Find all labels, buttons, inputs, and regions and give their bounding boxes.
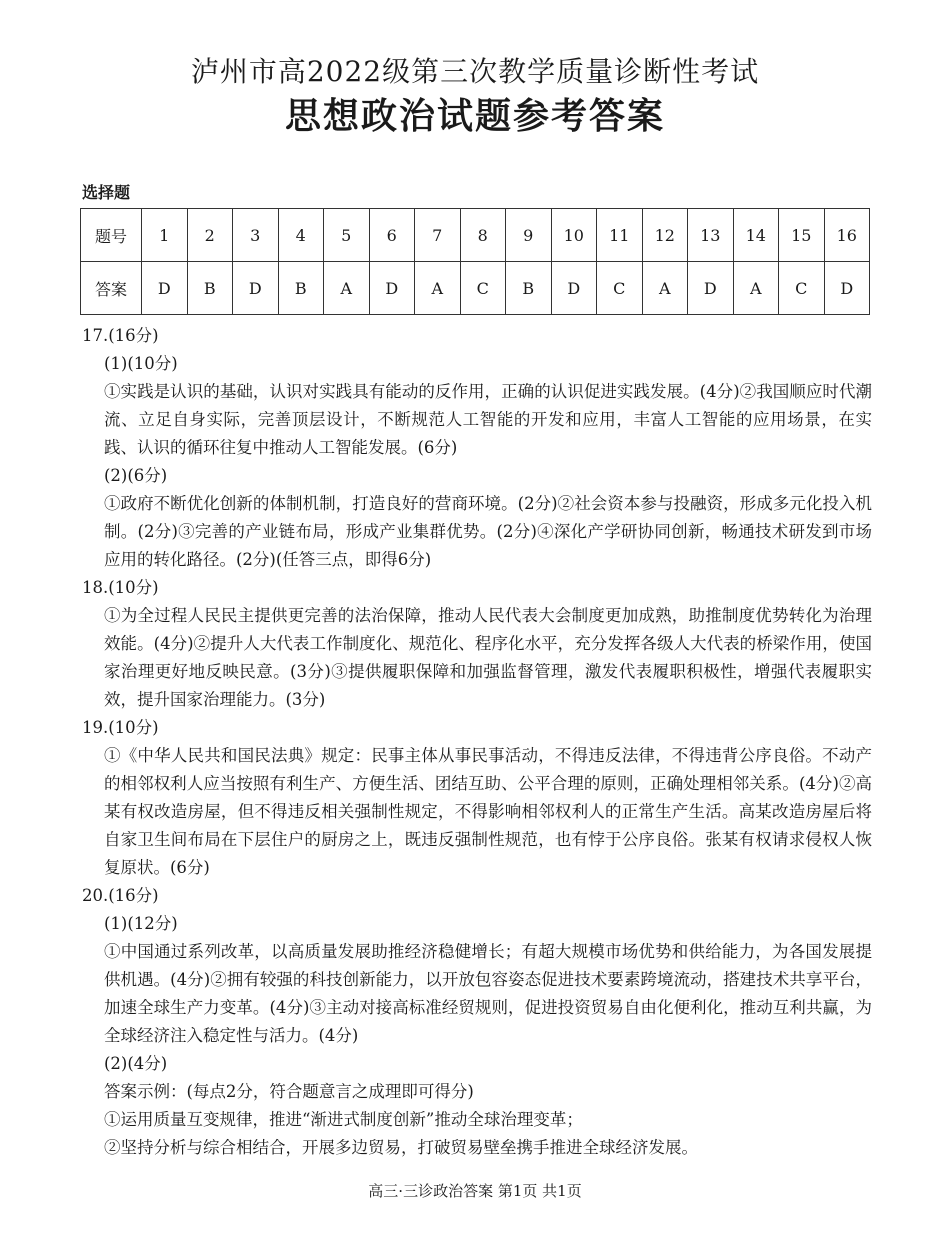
question-number-cell: 3 <box>233 209 279 262</box>
q20-part1-answer: ①中国通过系列改革，以高质量发展助推经济稳健增长；有超大规模市场优势和供给能力，为各国发展提供机遇。(4分)②拥有较强的科技创新能力，以开放包容姿态促进技术要素跨境流动，搭建技术共享平台，加速全球生产力变革。(4分)③主动对接高标准经贸规则，促进投资贸易自由化便利化，推动互利共赢，为全球经济注入稳定性与活力。(4分) <box>104 942 872 1045</box>
question-number-cell: 11 <box>597 209 643 262</box>
answer-cell: A <box>415 262 461 315</box>
question-number-cell: 8 <box>460 209 506 262</box>
page-footer: 高三·三诊政治答案 第1页 共1页 <box>368 1182 582 1200</box>
answer-cell: B <box>506 262 552 315</box>
q18-answer: ①为全过程人民民主提供更完善的法治保障，推动人民代表大会制度更加成熟，助推制度优势转化为治理效能。(4分)②提升人大代表工作制度化、规范化、程序化水平，充分发挥各级人大代表的桥梁作用，使国家治理更好地反映民意。(3分)③提供履职保障和加强监督管理，激发代表履职积极性，增强代表履职实效，提升国家治理能力。(3分) <box>104 606 872 709</box>
q20-heading: 20.(16分) <box>82 886 159 905</box>
answer-cell: D <box>551 262 597 315</box>
answer-cell: C <box>460 262 506 315</box>
question-number-cell: 2 <box>187 209 233 262</box>
question-number-cell: 9 <box>506 209 552 262</box>
question-number-cell: 14 <box>733 209 779 262</box>
question-number-cell: 1 <box>142 209 188 262</box>
answer-row <box>81 262 870 315</box>
question-number-row <box>81 209 870 262</box>
row-header-number: 题号 <box>81 209 142 262</box>
q20-part2-item1: ①运用质量互变规律，推进“渐进式制度创新”推动全球治理变革； <box>104 1110 583 1129</box>
question-number-cell: 16 <box>824 209 870 262</box>
q17-part2-answer: ①政府不断优化创新的体制机制，打造良好的营商环境。(2分)②社会资本参与投融资，形成多元化投入机制。(2分)③完善的产业链布局，形成产业集群优势。(2分)④深化产学研协同创新，畅通技术研发到市场应用的转化路径。(2分)(任答三点，即得6分) <box>104 494 872 569</box>
question-number-cell: 13 <box>688 209 734 262</box>
question-number-cell: 4 <box>278 209 324 262</box>
row-header-answer: 答案 <box>81 262 142 315</box>
q20-part1-heading: (1)(12分) <box>104 914 178 933</box>
q18-heading: 18.(10分) <box>82 578 159 597</box>
question-number-cell: 5 <box>324 209 370 262</box>
answer-cell: A <box>733 262 779 315</box>
answer-cell: B <box>278 262 324 315</box>
q20-part2-item2: ②坚持分析与综合相结合，开展多边贸易，打破贸易壁垒携手推进全球经济发展。 <box>104 1138 698 1157</box>
choice-answer-table <box>80 208 870 315</box>
question-number-cell: 7 <box>415 209 461 262</box>
answer-cell: C <box>597 262 643 315</box>
question-number-cell: 15 <box>779 209 825 262</box>
question-number-cell: 6 <box>369 209 415 262</box>
answer-cell: C <box>779 262 825 315</box>
answer-cell: D <box>688 262 734 315</box>
q17-part2-heading: (2)(6分) <box>104 466 168 485</box>
q17-part1-answer: ①实践是认识的基础，认识对实践具有能动的反作用，正确的认识促进实践发展。(4分)②我国顺应时代潮流、立足自身实际，完善顶层设计，不断规范人工智能的开发和应用，丰富人工智能的应用场景，在实践、认识的循环往复中推动人工智能发展。(6分) <box>104 382 872 457</box>
q19-answer: ①《中华人民共和国民法典》规定：民事主体从事民事活动，不得违反法律，不得违背公序良俗。不动产的相邻权利人应当按照有利生产、方便生活、团结互助、公平合理的原则，正确处理相邻关系。(4分)②高某有权改造房屋，但不得违反相关强制性规定，不得影响相邻权利人的正常生产生活。高某改造房屋后将自家卫生间布局在下层住户的厨房之上，既违反强制性规范，也有悖于公序良俗。张某有权请求侵权人恢复原状。(6分) <box>104 746 872 877</box>
answer-cell: D <box>142 262 188 315</box>
answer-cell: A <box>324 262 370 315</box>
answer-body <box>82 322 872 1162</box>
answer-cell: D <box>824 262 870 315</box>
document-title: 思想政治试题参考答案 <box>284 96 665 137</box>
question-number-cell: 10 <box>551 209 597 262</box>
q17-heading: 17.(16分) <box>82 326 159 345</box>
choice-section-label: 选择题 <box>82 183 131 202</box>
answer-cell: D <box>369 262 415 315</box>
q20-part2-intro: 答案示例：(每点2分，符合题意言之成理即可得分) <box>104 1082 474 1101</box>
q19-heading: 19.(10分) <box>82 718 159 737</box>
answer-cell: D <box>233 262 279 315</box>
q20-part2-heading: (2)(4分) <box>104 1054 168 1073</box>
answer-cell: B <box>187 262 233 315</box>
q17-part1-heading: (1)(10分) <box>104 354 178 373</box>
exam-title: 泸州市高2022级第三次教学质量诊断性考试 <box>190 55 760 88</box>
question-number-cell: 12 <box>642 209 688 262</box>
answer-cell: A <box>642 262 688 315</box>
